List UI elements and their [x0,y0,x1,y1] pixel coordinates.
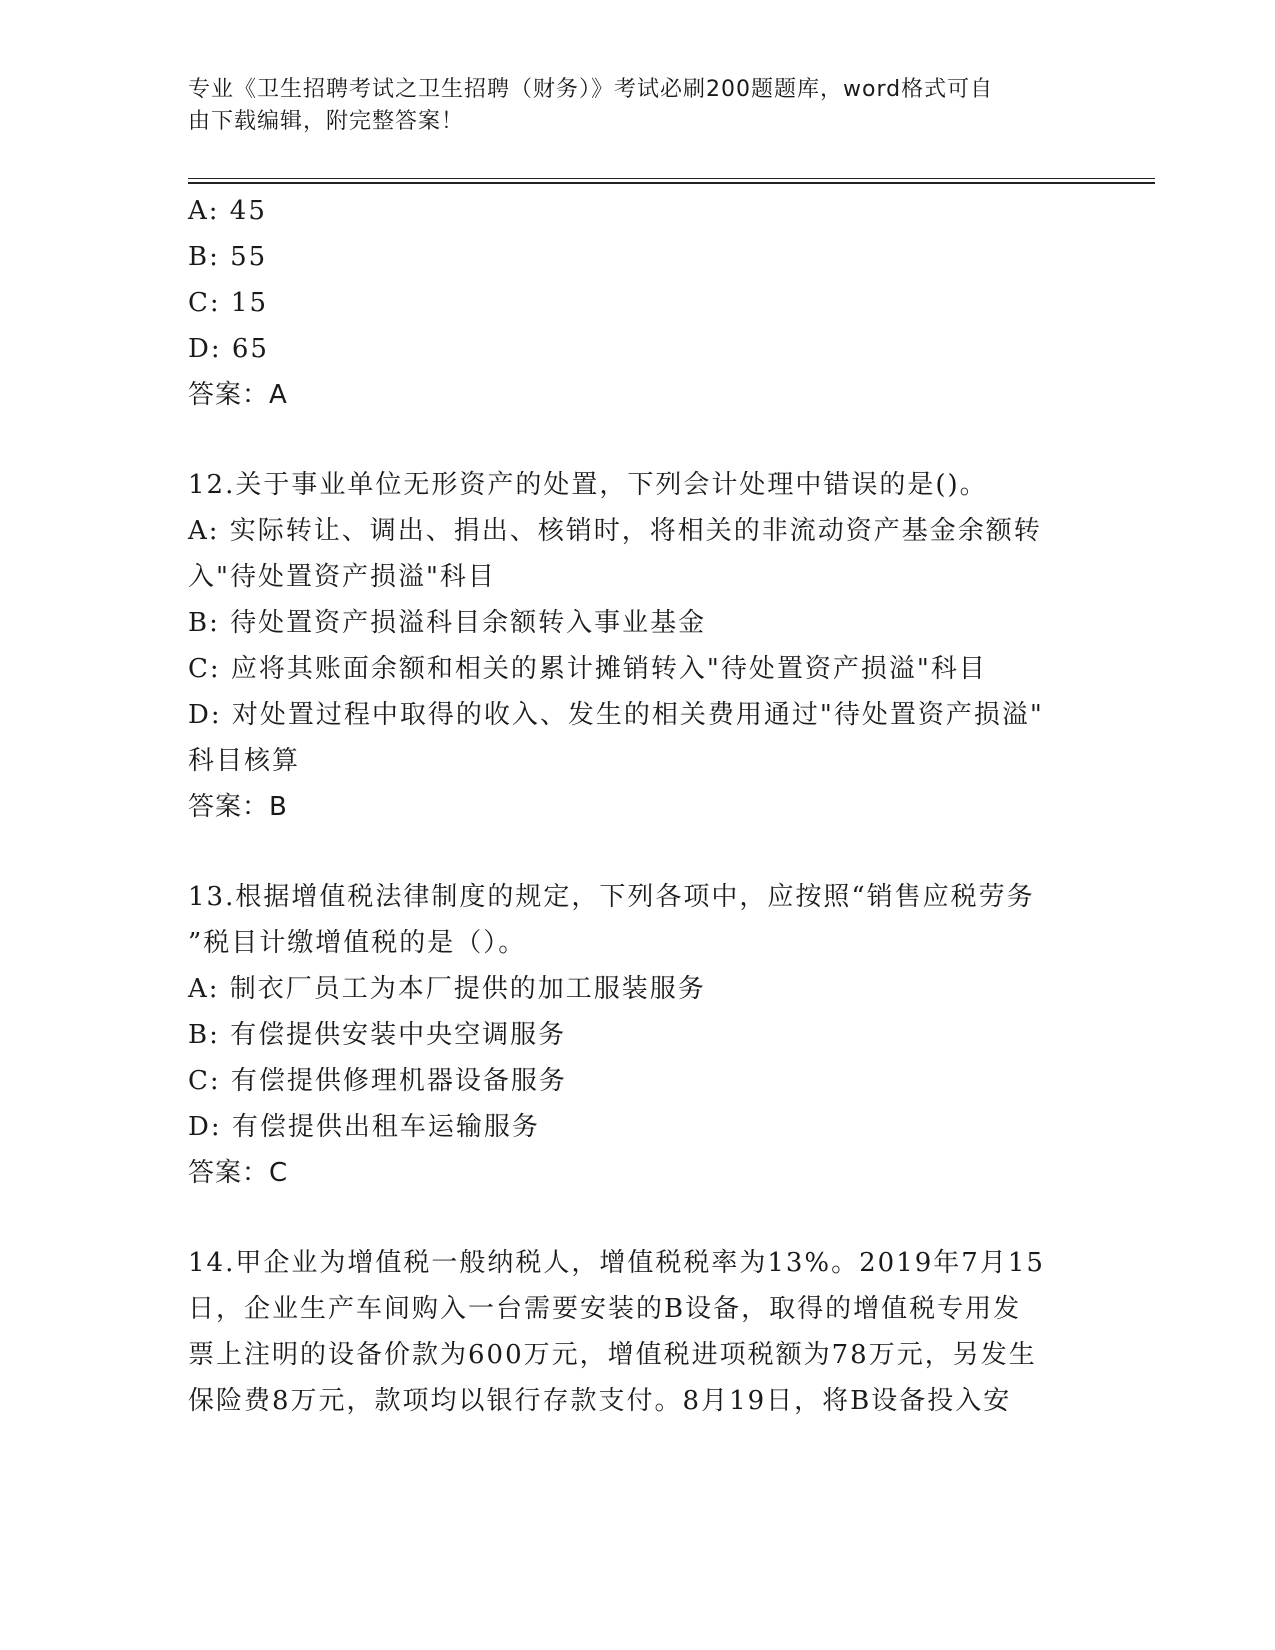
q11-option-c: C: 15 [188,288,269,318]
header-divider-thick [188,182,1155,184]
q12-option-a-line-2: 入"待处置资产损溢"科目 [188,562,496,592]
question-13 [188,874,1078,1196]
header-line-1: 专业《卫生招聘考试之卫生招聘（财务）》考试必刷200题题库，word格式可自 [188,77,994,102]
q13-stem-line-2: ”税目计缴增值税的是（）。 [188,928,527,958]
q11-option-b: B: 55 [188,242,268,272]
q14-stem-line-2: 日，企业生产车间购入一台需要安装的B设备，取得的增值税专用发 [188,1294,1022,1324]
question-12 [188,462,1078,830]
page-header [188,74,1068,138]
question-14 [188,1240,1078,1424]
q12-option-b: B: 待处置资产损溢科目余额转入事业基金 [188,608,707,638]
q12-answer: 答案：B [188,792,288,822]
q13-option-a: A: 制衣厂员工为本厂提供的加工服装服务 [188,974,706,1004]
q13-answer: 答案：C [188,1158,289,1188]
q12-option-a-line-1: A: 实际转让、调出、捐出、核销时，将相关的非流动资产基金余额转 [188,516,1042,546]
question-content [188,188,1078,1424]
q11-answer: 答案：A [188,380,288,410]
q13-stem-line-1: 13.根据增值税法律制度的规定，下列各项中，应按照“销售应税劳务 [188,882,1035,912]
q13-option-d: D: 有偿提供出租车运输服务 [188,1112,540,1142]
q14-stem-line-1: 14.甲企业为增值税一般纳税人，增值税税率为13%。2019年7月15 [188,1248,1045,1278]
q13-option-c: C: 有偿提供修理机器设备服务 [188,1066,567,1096]
header-divider-thin [188,178,1155,179]
q11-option-d: D: 65 [188,334,269,364]
question-11 [188,188,1078,418]
q12-option-d-line-2: 科目核算 [188,746,301,776]
q12-option-c: C: 应将其账面余额和相关的累计摊销转入"待处置资产损溢"科目 [188,654,987,684]
q12-stem: 12.关于事业单位无形资产的处置，下列会计处理中错误的是()。 [188,470,988,500]
q13-option-b: B: 有偿提供安装中央空调服务 [188,1020,567,1050]
spacer [188,418,1078,462]
spacer [188,1196,1078,1240]
q12-option-d-line-1: D: 对处置过程中取得的收入、发生的相关费用通过"待处置资产损溢" [188,700,1044,730]
q14-stem-line-4: 保险费8万元，款项均以银行存款支付。8月19日，将B设备投入安 [188,1386,1012,1416]
q11-option-a: A: 45 [188,196,267,226]
q14-stem-line-3: 票上注明的设备价款为600万元，增值税进项税额为78万元，另发生 [188,1340,1037,1370]
spacer [188,830,1078,874]
header-line-2: 由下载编辑，附完整答案！ [188,109,465,134]
